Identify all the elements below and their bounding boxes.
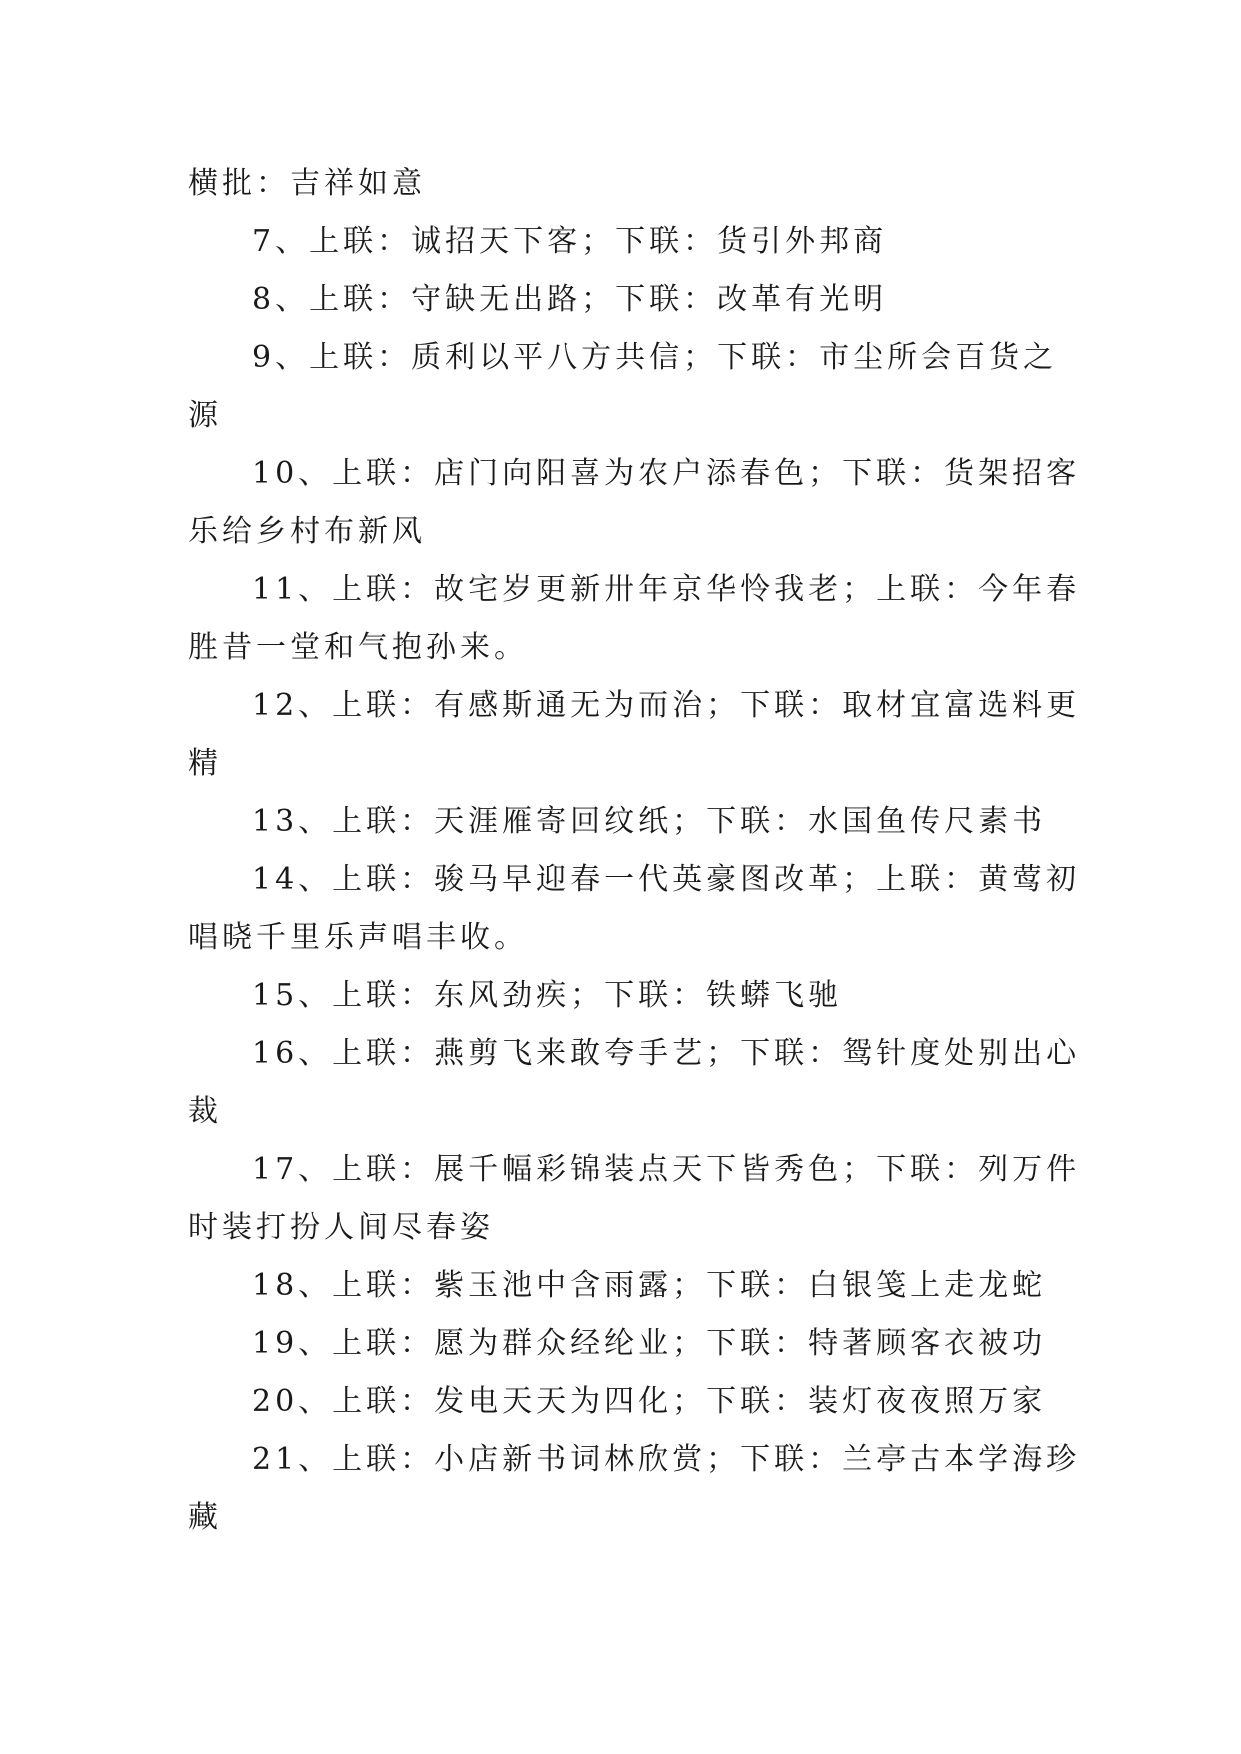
- couplet-18: 18、上联：紫玉池中含雨露；下联：白银笺上走龙蛇: [252, 1268, 1047, 1303]
- couplet-10: 10、上联：店门向阳喜为农户添春色；下联：货架招客: [252, 456, 1081, 491]
- couplet-10-continued: 乐给乡村布新风: [188, 514, 426, 549]
- couplet-14-continued: 唱晓千里乐声唱丰收。: [188, 920, 528, 955]
- text-line: 横批：吉祥如意: [188, 166, 426, 201]
- couplet-16-continued: 裁: [188, 1094, 222, 1129]
- couplet-11-continued: 胜昔一堂和气抱孙来。: [188, 630, 528, 665]
- document-body: [188, 155, 1081, 1547]
- couplet-7: 7、上联：诚招天下客；下联：货引外邦商: [252, 224, 888, 259]
- couplet-19: 19、上联：愿为群众经纶业；下联：特著顾客衣被功: [252, 1326, 1047, 1361]
- couplet-17-continued: 时装打扮人间尽春姿: [188, 1210, 494, 1245]
- couplet-12-continued: 精: [188, 746, 222, 781]
- couplet-12: 12、上联：有感斯通无为而治；下联：取材宜富选料更: [252, 688, 1081, 723]
- couplet-21-continued: 藏: [188, 1500, 222, 1535]
- couplet-8: 8、上联：守缺无出路；下联：改革有光明: [252, 282, 888, 317]
- couplet-15: 15、上联：东风劲疾；下联：铁蟒飞驰: [252, 978, 843, 1013]
- couplet-9: 9、上联：质利以平八方共信；下联：市尘所会百货之: [252, 340, 1058, 375]
- couplet-21: 21、上联：小店新书词林欣赏；下联：兰亭古本学海珍: [252, 1442, 1081, 1477]
- couplet-16: 16、上联：燕剪飞来敢夸手艺；下联：鸳针度处别出心: [252, 1036, 1081, 1071]
- couplet-11: 11、上联：故宅岁更新卅年京华怜我老；上联：今年春: [252, 572, 1081, 607]
- couplet-9-continued: 源: [188, 398, 222, 433]
- couplet-20: 20、上联：发电天天为四化；下联：装灯夜夜照万家: [252, 1384, 1047, 1419]
- couplet-13: 13、上联：天涯雁寄回纹纸；下联：水国鱼传尺素书: [252, 804, 1047, 839]
- couplet-14: 14、上联：骏马早迎春一代英豪图改革；上联：黄莺初: [252, 862, 1081, 897]
- couplet-17: 17、上联：展千幅彩锦装点天下皆秀色；下联：列万件: [252, 1152, 1081, 1187]
